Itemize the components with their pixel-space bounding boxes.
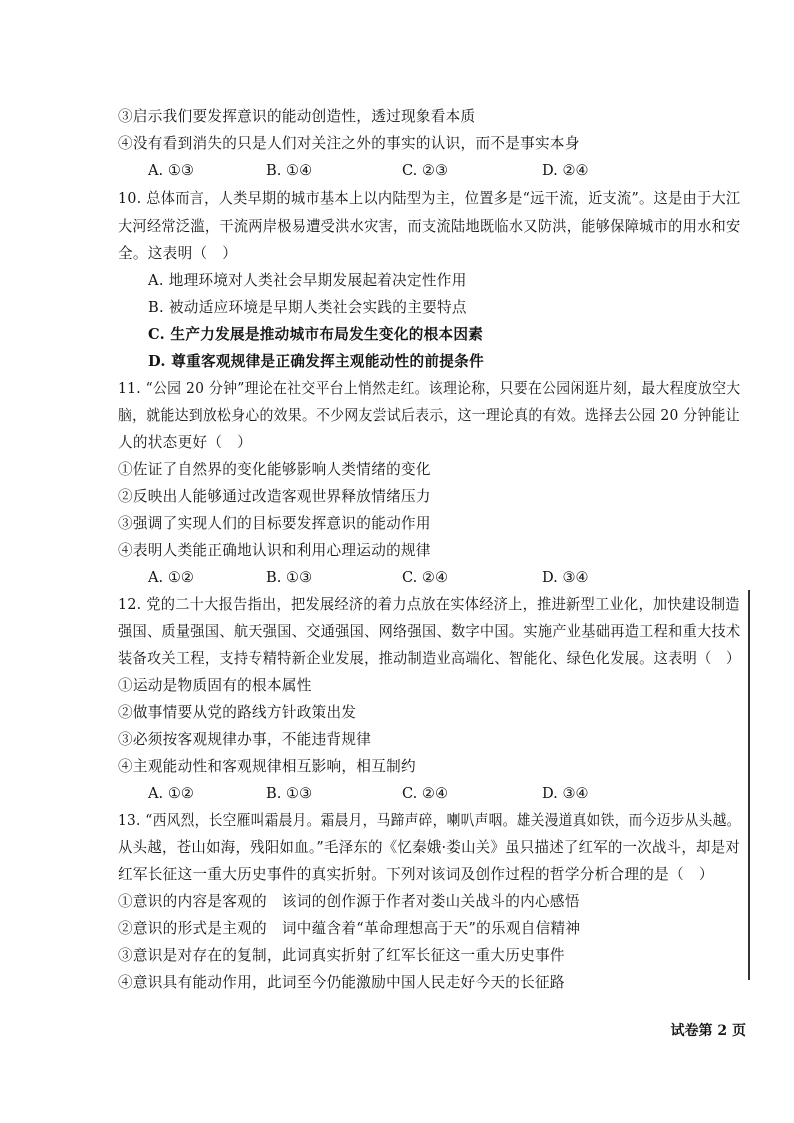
q12-stem-line-2: 强国、质量强国、航天强国、交通强国、网络强国、数字中国。实施产业基础再造工程和重大技术 bbox=[118, 623, 741, 640]
q12-item-3: ③必须按客观规律办事，不能违背规律 bbox=[118, 731, 372, 748]
q11-item-4: ④表明人类能正确地认识和利用心理运动的规律 bbox=[118, 542, 431, 559]
q10-stem-line-3: 全。这表明（ ） bbox=[118, 245, 238, 262]
q11-option-d: D. ③④ bbox=[542, 569, 589, 586]
q12-options bbox=[148, 784, 608, 804]
q13-item-4: ④意识具有能动作用，此词至今仍能激励中国人民走好今天的长征路 bbox=[118, 974, 565, 991]
q13-item-2: ②意识的形式是主观的 词中蕴含着“革命理想高于天”的乐观自信精神 bbox=[118, 920, 581, 937]
margin-rule bbox=[748, 590, 750, 980]
q12-item-1: ①运动是物质固有的根本属性 bbox=[118, 677, 312, 694]
q13-stem-line-1: 13. “西风烈，长空雁叫霜晨月。霜晨月，马蹄声碎，喇叭声咽。雄关漫道真如铁，而今迈步从头越。 bbox=[118, 812, 741, 829]
q9-item-3: ③启示我们要发挥意识的能动创造性，透过现象看本质 bbox=[118, 108, 476, 125]
q11-option-b: B. ①③ bbox=[266, 569, 313, 586]
q11-stem-line-2: 脑，就能达到放松身心的效果。不少网友尝试后表示，这一理论真的有效。选择去公园 20 分钟能让 bbox=[118, 407, 740, 424]
q11-item-2: ②反映出人能够通过改造客观世界释放情绪压力 bbox=[118, 488, 431, 505]
q12-stem-line-1: 12. 党的二十大报告指出，把发展经济的着力点放在实体经济上，推进新型工业化，加快建设制造 bbox=[118, 596, 740, 613]
q13-item-1: ①意识的内容是客观的 该词的创作源于作者对娄山关战斗的内心感悟 bbox=[118, 893, 580, 910]
q11-options bbox=[148, 568, 608, 588]
q10-choice-d: D. 尊重客观规律是正确发挥主观能动性的前提条件 bbox=[148, 353, 484, 370]
q11-option-c: C. ②④ bbox=[402, 569, 449, 586]
q11-stem-line-3: 人的状态更好（ ） bbox=[118, 434, 253, 451]
q11-option-a: A. ①② bbox=[148, 569, 194, 586]
q10-choice-b: B. 被动适应环境是早期人类社会实践的主要特点 bbox=[148, 299, 467, 316]
q13-stem-line-2: 从头越，苍山如海，残阳如血。”毛泽东的《忆秦娥·娄山关》虽只描述了红军的一次战斗，却是对 bbox=[118, 839, 741, 856]
q10-stem-line-1: 10. 总体而言，人类早期的城市基本上以内陆型为主，位置多是“远干流，近支流”。这是由于大江 bbox=[118, 190, 741, 207]
q11-item-1: ①佐证了自然界的变化能够影响人类情绪的变化 bbox=[118, 461, 431, 478]
q10-choice-a: A. 地理环境对人类社会早期发展起着决定性作用 bbox=[148, 272, 467, 289]
q12-item-4: ④主观能动性和客观规律相互影响，相互制约 bbox=[118, 758, 416, 775]
q10-stem-line-2: 大河经常泛滥，干流两岸极易遭受洪水灾害，而支流陆地既临水又防洪，能够保障城市的用水和安 bbox=[118, 218, 741, 235]
q9-options bbox=[148, 161, 608, 181]
q12-option-b: B. ①③ bbox=[266, 785, 313, 802]
q9-option-d: D. ②④ bbox=[542, 162, 589, 179]
q12-item-2: ②做事情要从党的路线方针政策出发 bbox=[118, 704, 357, 721]
q9-option-a: A. ①③ bbox=[148, 162, 194, 179]
q12-stem-line-3: 装备攻关工程，支持专精特新企业发展，推动制造业高端化、智能化、绿色化发展。这表明（ ） bbox=[118, 650, 741, 667]
q11-item-3: ③强调了实现人们的目标要发挥意识的能动作用 bbox=[118, 515, 431, 532]
q13-stem-line-3: 红军长征这一重大历史事件的真实折射。下列对该词及创作过程的哲学分析合理的是（ ） bbox=[118, 866, 714, 883]
q12-option-a: A. ①② bbox=[148, 785, 194, 802]
q13-item-3: ③意识是对存在的复制，此词真实折射了红军长征这一重大历史事件 bbox=[118, 947, 565, 964]
q10-choice-c: C. 生产力发展是推动城市布局发生变化的根本因素 bbox=[148, 326, 484, 343]
q12-option-d: D. ③④ bbox=[542, 785, 589, 802]
q11-stem-line-1: 11. “公园 20 分钟”理论在社交平台上悄然走红。该理论称，只要在公园闲逛片刻，最大程度放空大 bbox=[118, 380, 741, 397]
q9-option-b: B. ①④ bbox=[266, 162, 313, 179]
page-number-label: 试卷第 2 页 bbox=[670, 1023, 746, 1039]
q9-item-4: ④没有看到消失的只是人们对关注之外的事实的认识，而不是事实本身 bbox=[118, 135, 580, 152]
q12-option-c: C. ②④ bbox=[402, 785, 449, 802]
q9-option-c: C. ②③ bbox=[402, 162, 449, 179]
